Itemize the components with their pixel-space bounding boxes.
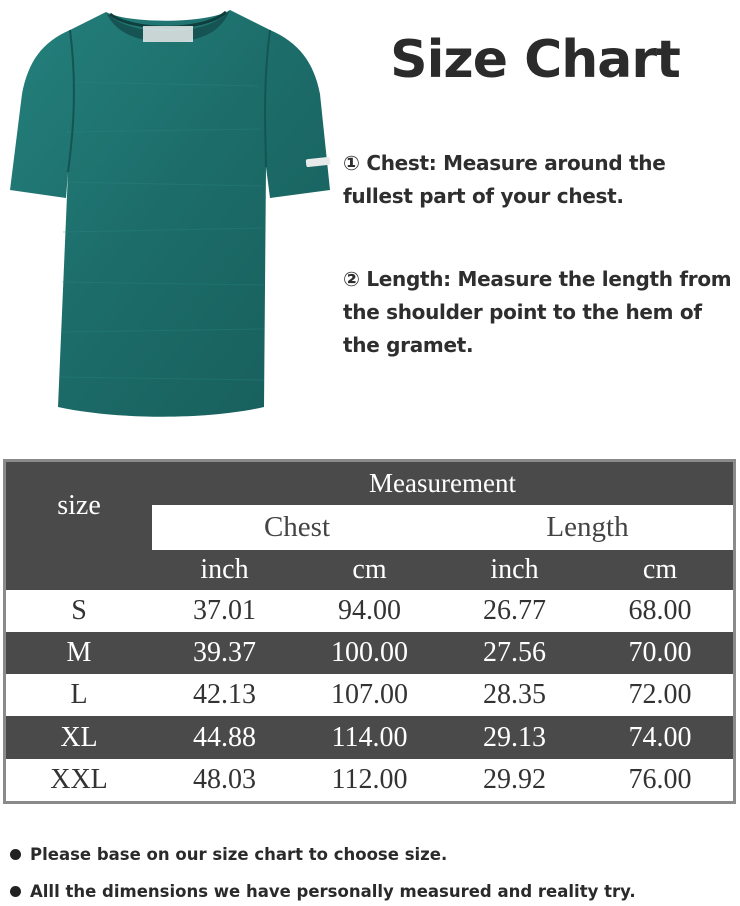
chest-inch-cell: 48.03	[193, 763, 256, 795]
circled-number-1: ①	[343, 151, 360, 175]
chest-cm-cell: 112.00	[331, 763, 408, 795]
length-inch-cell: 28.35	[483, 679, 546, 711]
measurement-header: Measurement	[152, 462, 733, 505]
size-cell: M	[66, 637, 92, 669]
table-row	[6, 674, 733, 716]
length-inch-cell: 29.13	[483, 721, 546, 753]
bullet-icon	[10, 849, 21, 860]
instruction-length	[343, 263, 738, 362]
instruction-chest	[343, 147, 738, 213]
length-cm-cell: 72.00	[628, 679, 692, 711]
length-cm-cell: 68.00	[628, 594, 692, 626]
chest-group-header: Chest	[152, 505, 442, 549]
length-cm-cell: 74.00	[628, 721, 692, 753]
t-shirt-image	[8, 2, 333, 420]
length-inch-cell: 27.56	[483, 637, 546, 669]
unit-header-length-inch: inch	[442, 550, 587, 590]
unit-header-length-cm: cm	[587, 550, 733, 590]
chest-cm-cell: 107.00	[331, 679, 408, 711]
chest-cm-cell: 94.00	[338, 594, 401, 626]
table-row	[6, 632, 733, 674]
unit-header-blank	[6, 550, 152, 590]
page-title: Size Chart	[390, 30, 680, 90]
size-cell: L	[70, 679, 88, 711]
unit-header-chest-cm: cm	[297, 550, 442, 590]
chest-inch-cell: 44.88	[193, 721, 256, 753]
size-cell: XL	[60, 721, 98, 753]
note-text: Please base on our size chart to choose size.	[30, 845, 448, 864]
instruction-chest-label: Chest:	[366, 151, 437, 175]
size-chart-table	[3, 459, 736, 804]
note-item	[10, 882, 636, 901]
length-group-header: Length	[442, 505, 733, 549]
chest-cm-cell: 114.00	[331, 721, 408, 753]
size-column-header: size	[6, 462, 152, 550]
chest-cm-cell: 100.00	[331, 637, 408, 669]
size-cell: XXL	[50, 763, 108, 795]
length-cm-cell: 76.00	[628, 763, 692, 795]
unit-header-chest-inch: inch	[152, 550, 297, 590]
instruction-chest-text: Measure around the fullest part of your chest.	[343, 151, 666, 208]
table-row	[6, 759, 733, 801]
table-row	[6, 590, 733, 632]
instruction-length-label: Length:	[366, 267, 451, 291]
length-inch-cell: 29.92	[483, 763, 546, 795]
chest-inch-cell: 42.13	[193, 679, 256, 711]
instruction-length-text: Measure the length from the shoulder point to the hem of the gramet.	[343, 267, 732, 357]
note-text: Alll the dimensions we have personally measured and reality try.	[30, 882, 636, 901]
table-row	[6, 716, 733, 758]
circled-number-2: ②	[343, 267, 360, 291]
chest-inch-cell: 37.01	[193, 594, 256, 626]
length-cm-cell: 70.00	[628, 637, 692, 669]
chest-inch-cell: 39.37	[193, 637, 256, 669]
note-item	[10, 845, 447, 864]
size-cell: S	[71, 594, 87, 626]
length-inch-cell: 26.77	[483, 594, 546, 626]
bullet-icon	[10, 886, 21, 897]
